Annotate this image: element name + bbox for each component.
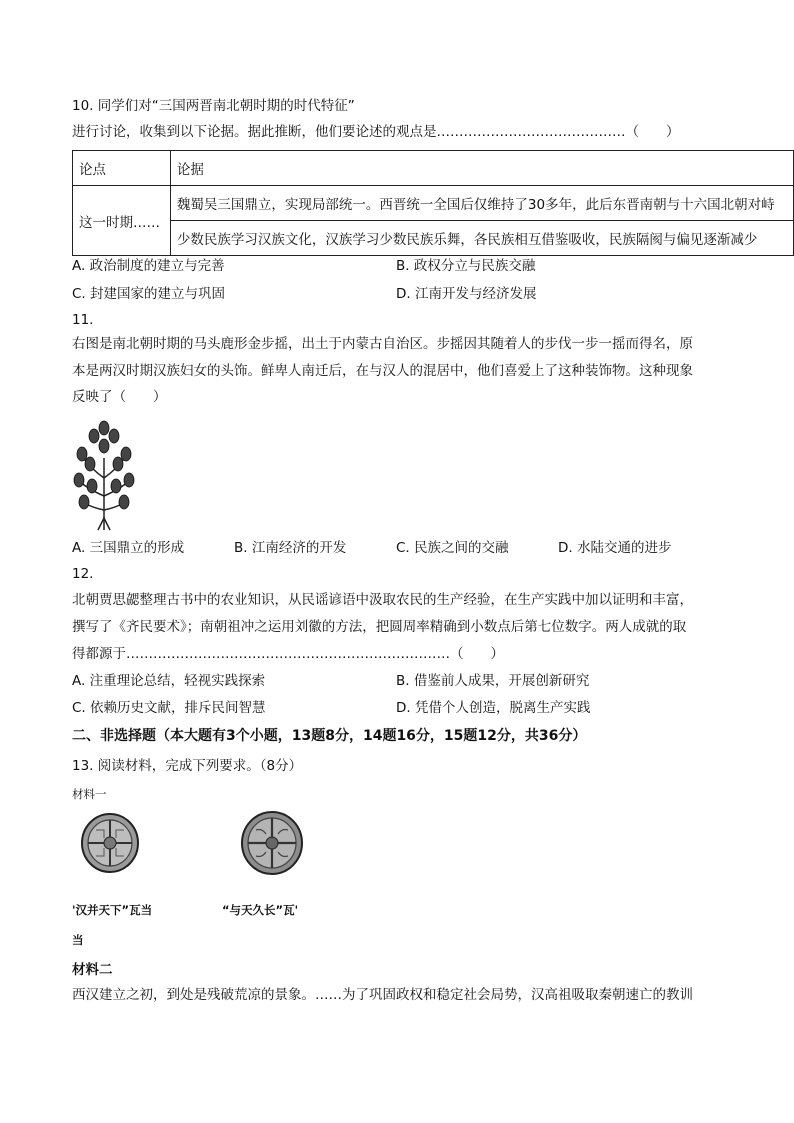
q12-line-2: 撰写了《齐民要术》；南朝祖冲之运用刘徽的方法，把圆周率精确到小数点后第七位数字。两人成就的取 <box>72 619 687 635</box>
material-2-text: 西汉建立之初，到处是残破荒凉的景象。……为了巩固政权和稳定社会局势，汉高祖吸取秦朝速亡的教训 <box>72 987 693 1003</box>
q13-title: 13. 阅读材料，完成下列要求。（8分） <box>72 758 303 774</box>
table-row-label: 这一时期…… <box>73 186 171 256</box>
q11-option-d: D. 水陆交通的进步 <box>558 540 672 556</box>
q12-option-a: A. 注重理论总结，轻视实践探索 <box>72 673 266 689</box>
q11-number: 11. <box>72 312 94 328</box>
q11-line-3: 反映了（ ） <box>72 389 167 405</box>
q12-line-1: 北朝贾思勰整理古书中的农业知识，从民谣谚语中汲取农民的生产经验，在生产实践中加以证明和丰富， <box>72 592 693 608</box>
q11-line-1: 右图是南北朝时期的马头鹿形金步摇，出土于内蒙古自治区。步摇因其随着人的步伐一步一摇而得名，原 <box>72 336 693 352</box>
q11-option-b: B. 江南经济的开发 <box>234 540 347 556</box>
table-evidence-2: 少数民族学习汉族文化，汉族学习少数民族乐舞，各民族相互借鉴吸收，民族隔阂与偏见逐渐减少 <box>170 221 793 256</box>
q10-option-c: C. 封建国家的建立与巩固 <box>72 286 226 302</box>
q11-line-2: 本是两汉时期汉族妇女的头饰。鲜卑人南迁后，在与汉人的混居中，他们喜爱上了这种装饰物。这种现象 <box>72 363 693 379</box>
q10-option-b: B. 政权分立与民族交融 <box>396 258 536 274</box>
material-1-label: 材料一 <box>72 787 107 801</box>
q12-option-d: D. 凭借个人创造，脱离生产实践 <box>396 700 591 716</box>
material-2-label: 材料二 <box>72 962 113 978</box>
q10-table <box>72 150 794 256</box>
q11-option-a: A. 三国鼎立的形成 <box>72 540 185 556</box>
q12-number: 12. <box>72 566 94 582</box>
q10-stem: 进行讨论，收集到以下论据。据此推断，他们要论述的观点是……………………………………（ ） <box>72 124 680 140</box>
q11-option-c: C. 民族之间的交融 <box>396 540 509 556</box>
roof-tile-image-1 <box>80 812 140 874</box>
table-header-claim: 论点 <box>73 151 171 186</box>
tile-caption-2: “与天久长”瓦' <box>222 903 299 917</box>
q10-option-a: A. 政治制度的建立与完善 <box>72 258 225 274</box>
section-2-heading: 二、非选择题（本大题有3个小题，13题8分，14题16分，15题12分，共36分） <box>72 728 587 744</box>
roof-tile-image-2 <box>240 810 304 876</box>
q10-option-d: D. 江南开发与经济发展 <box>396 286 537 302</box>
q12-option-b: B. 借鉴前人成果，开展创新研究 <box>396 673 590 689</box>
table-header-evidence: 论据 <box>170 151 793 186</box>
table-evidence-1: 魏蜀吴三国鼎立，实现局部统一。西晋统一全国后仅维持了30多年，此后东晋南朝与十六国北朝对峙 <box>170 186 793 221</box>
tile-caption-1: '汉并天下”瓦当 <box>72 903 153 917</box>
gold-buyao-image <box>72 418 136 532</box>
q12-line-3: 得都源于………………………………………………………………（ ） <box>72 646 504 662</box>
tile-caption-wrap: 当 <box>72 933 84 947</box>
q10-title: 10. 同学们对“三国两晋南北朝时期的时代特征” <box>72 98 355 114</box>
q12-option-c: C. 依赖历史文献，排斥民间智慧 <box>72 700 266 716</box>
